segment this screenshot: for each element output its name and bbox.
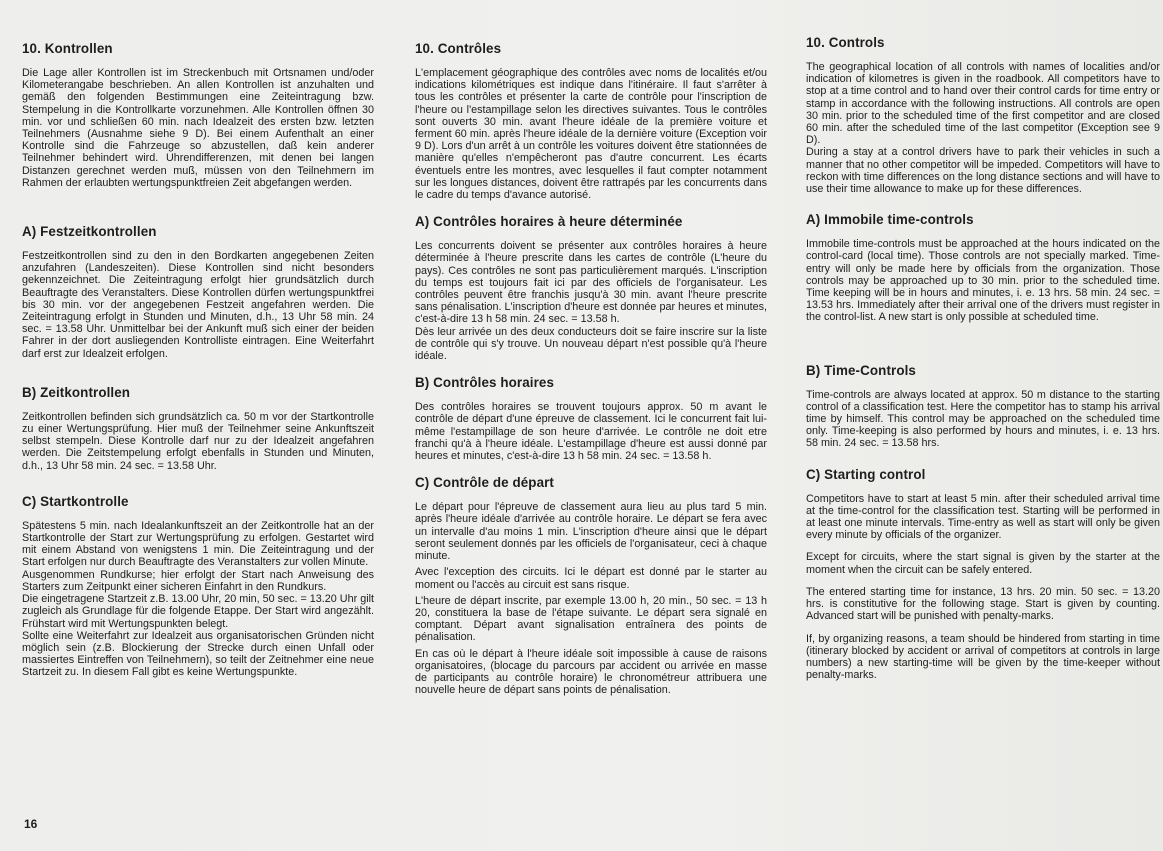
paragraph: Dès leur arrivée un des deux conducteurs doit se faire inscrire sur la liste de contrôle qui s'y trouve. Un nouveau départ n'est possible qu'à l'heure idéale. bbox=[415, 325, 767, 363]
section-a-fr bbox=[415, 213, 767, 362]
paragraph: If, by organizing reasons, a team should be hindered from starting in time (itinerary blocked by accident or arrival of competitors at controls in large numbers) a new starting-time will be given by the time-keeper without penalty-marks. bbox=[806, 632, 1160, 682]
paragraph: En cas où le départ à l'heure idéale soit impossible à cause de raisons organisatoires, (blocage du parcours par accident ou arrivée en masse de participants au contrôle horaire) le chronométreur attribuera une nouvelle heure de départ sans points de pénalisation. bbox=[415, 647, 767, 697]
paragraph: Spätestens 5 min. nach Idealankunftszeit an der Zeitkontrolle hat an der Startkontrolle der Start zur Wertungsprüfung zu erfolgen. Gestartet wird mit einem Abstand von wenigstens 1 min. Die Zeiteintragung und der Start erfolgen nur durch Beauftragte des Veranstalters zur vollen Minute. bbox=[22, 519, 374, 569]
heading-a-en: A) Immobile time-controls bbox=[806, 212, 974, 228]
section-kontrollen-en bbox=[806, 34, 1160, 195]
paragraph: The geographical location of all controls with names of localities and/or indication of kilometres is given in the roadbook. All competitors have to stop at a time control and to hand over their control cards for time entry or stamp in accordance with the following instructions. All controls are open 30 min. prior to the scheduled time of the first competitor and are closed 60 min. after the scheduled time of the last competitor (Exception see 9 D). bbox=[806, 61, 1160, 147]
column-french bbox=[415, 40, 767, 700]
paragraph: Competitors have to start at least 5 min. after their scheduled arrival time at the time-control for the classification test. Starting will be performed in at least one minute intervals. Time-entry as well as start will only be given every minute by officials of the organizer. bbox=[806, 492, 1160, 542]
heading-b-de: B) Zeitkontrollen bbox=[22, 384, 131, 400]
paragraph: Avec l'exception des circuits. Ici le départ est donné par le starter au moment ou l'accès au circuit est sans risque. bbox=[415, 566, 767, 591]
heading-c-en: C) Starting control bbox=[806, 466, 926, 482]
paragraph: Festzeitkontrollen sind zu den in den Bordkarten angegebenen Zeiten anzufahren (Landeszeiten). Diese Kontrollen sind nicht besonders gekennzeichnet. Die Zeiteintragung erfolgt hier grundsätzlich durch Beauftragte des Veranstalters. Diese Kontrollen dürfen wertungspunktfrei bis 30 min. vor der angegebenen Festzeit angefahren werden. Die Zeiteintragung erfolgt in Stunden und Minuten, d.h., 13 Uhr 58 min. 24 sec. = 13.58 Uhr. Unmittelbar bei der Ankunft muß sich einer der beiden Fahrer in der dort ausliegenden Kontrolliste eintragen. Eine Weiterfahrt darf erst zur Idealzeit erfolgen. bbox=[22, 250, 374, 360]
heading-b-fr: B) Contrôles horaires bbox=[415, 375, 555, 391]
paragraph: Zeitkontrollen befinden sich grundsätzlich ca. 50 m vor der Startkontrolle zu einer Wertungsprüfung. Hier muß der Teilnehmer seine Ankunftszeit selbst stempeln. Diese Kontrolle darf nur zu der Idealzeit angefahren werden. Die Zeitstempelung erfolgt ebenfalls in Stunden und Minuten, d.h., 13 Uhr 58 min. 24 sec. = 13.58 Uhr. bbox=[22, 410, 374, 472]
heading-kontrollen-fr: 10. Contrôles bbox=[415, 41, 502, 56]
column-german bbox=[22, 40, 374, 683]
paragraph: Les concurrents doivent se présenter aux contrôles horaires à heure déterminée à l'heure prescrite dans les cartes de contrôle (L'heure du pays). Ces contrôles ne sont pas particulièrement marqués. L'inscription du temps est toujours fait ici par des officiels de l'organisateur. Les contrôles peuvent être franchis jusqu'à 30 min. avant l'heure prescrite sans pénalisation. L'inscription d'heure est donnée par heures et minutes, c'est-à-dire 13 h 58 min. 24 sec. = 13.58 h. bbox=[415, 240, 767, 326]
section-a-de bbox=[22, 223, 374, 360]
heading-b-en: B) Time-Controls bbox=[806, 362, 916, 378]
paragraph: L'heure de départ inscrite, par exemple 13.00 h, 20 min., 50 sec. = 13 h 20, constituera la base de l'étape suivante. Le départ sera signalé en comptant. Départ avant signalisation entraînera des points de pénalisation. bbox=[415, 594, 767, 644]
section-c-en bbox=[806, 466, 1160, 682]
section-kontrollen-de bbox=[22, 40, 374, 189]
paragraph: L'emplacement géographique des contrôles avec noms de localités et/ou indications kilométriques est indique dans l'itinéraire. Il faut s'arrêter à tous les contrôles et présenter la carte de contrôle pour l'inscription de l'heure ou l'estampillage selon les directives suivantes. Tous le contrôles sont ouverts 30 min. avant l'heure idéale de la première voiture et ferment 60 min. après l'heure idéale de la dernière voiture (Exception voir 9 D). Lors d'un arrêt à un contrôle les voitures doivent être stationnées de manière qu'elles n'empêcheront pas d'autre concurrent. Les écarts éventuels entre les montres, avec lesquelles il faut compter notamment sur les longues distances, doivent être rattrapés par les concurrents dans le cadre du temps d'avance autorisé. bbox=[415, 67, 767, 202]
paragraph: Le départ pour l'épreuve de classement aura lieu au plus tard 5 min. après l'heure idéale d'arrivée au contrôle horaire. Le départ se fera avec un intervalle d'au moins 1 min. L'inscription d'heure ainsi que le départ seront seulement donnés par les officiels de l'organisateur, ceci à chaque minute. bbox=[415, 501, 767, 563]
section-c-de bbox=[22, 493, 374, 679]
paragraph: Die Lage aller Kontrollen ist im Streckenbuch mit Ortsnamen und/oder Kilometerangabe beschrieben. An allen Kontrollen ist anzuhalten und gemäß den folgenden Bestimmungen eine Zeiteintragung bzw. Stempelung in die Kontrollkarte vorzunehmen. Alle Kontrollen öffnen 30 min. vor und schließen 60 min. nach Idealzeit des ersten bzw. letzten Teilnehmers (Ausnahme siehe 9 D). Bei einem Aufenthalt an einer Kontrolle sind die Fahrzeuge so abzustellen, daß kein anderer Teilnehmer behindert wird. Uhrendifferenzen, mit denen bei langen Distanzen gerechnet werden muß, müssen von den Teilnehmern im Rahmen der erlaubten wertungspunktfreien Zeit abgefangen werden. bbox=[22, 67, 374, 189]
column-english bbox=[806, 34, 1160, 685]
heading-kontrollen-de: 10. Kontrollen bbox=[22, 41, 113, 56]
section-b-en bbox=[806, 362, 1160, 450]
section-kontrollen-fr bbox=[415, 40, 767, 201]
heading-kontrollen-en: 10. Controls bbox=[806, 35, 885, 50]
paragraph: Sollte eine Weiterfahrt zur Idealzeit aus organisatorischen Gründen nicht möglich sein (z.B. Blockierung der Strecke durch einen Unfall oder massiertes Eintreffen von Teilnehmern), so teilt der Zeitnehmer eine neue Startzeit zu. In diesem Fall gibt es keine Wertungspunkte. bbox=[22, 629, 374, 679]
heading-a-fr: A) Contrôles horaires à heure déterminée bbox=[415, 214, 683, 230]
paragraph: Time-controls are always located at approx. 50 m distance to the starting control of a classification test. Here the competitor has to stamp his arrival time by himself. This control may be approached on the scheduled time only. Time-keeping is also performed by hours and minutes, i. e. 13 hrs. 58 min. 24 sec. = 13.58 hrs. bbox=[806, 388, 1160, 450]
section-a-en bbox=[806, 211, 1160, 323]
paragraph: Except for circuits, where the start signal is given by the starter at the moment when the circuit can be safely entered. bbox=[806, 551, 1160, 576]
heading-a-de: A) Festzeitkontrollen bbox=[22, 224, 157, 240]
heading-c-de: C) Startkontrolle bbox=[22, 493, 129, 509]
heading-c-fr: C) Contrôle de départ bbox=[415, 475, 554, 491]
paragraph: Immobile time-controls must be approached at the hours indicated on the control-card (local time). Those controls are not specially marked. Time-entry will only be made here by officials from the organization. Those controls may be approached up to 30 min. prior to the scheduled time. Time keeping will be in hours and minutes, i. e. 13 hrs. 58 min. 24 sec. = 13.53 hrs. Immediately after their arrival one of the drivers must register in the control-list. A new start is only possible at scheduled time. bbox=[806, 238, 1160, 324]
paragraph: Des contrôles horaires se trouvent toujours approx. 50 m avant le contrôle de départ d'une épreuve de classement. Ici le concurrent fait lui-même l'estampillage de son heure d'arrivée. Le contrôle ne doit etre franchi qu'à à l'heure idéale. L'estampillage d'heure est aussi donné par heures et minutes, c'est-à-dire 13 h 58 min. 24 sec. = 13.58 h. bbox=[415, 401, 767, 463]
section-c-fr bbox=[415, 474, 767, 696]
page-number: 16 bbox=[24, 817, 38, 831]
paragraph: The entered starting time for instance, 13 hrs. 20 min. 50 sec. = 13.20 hrs. is constitutive for the following stage. Start is given by counting. Advanced start will be punished with penalty-marks. bbox=[806, 585, 1160, 623]
paragraph: During a stay at a control drivers have to park their vehicles in such a manner that no other competitor will be impeded. Competitors will have to reckon with time differences on the long distance sections and will have to use their time allowance to make up for these differences. bbox=[806, 146, 1160, 196]
paragraph: Ausgenommen Rundkurse; hier erfolgt der Start nach Anweisung des Starters zum Zeitpunkt einer sicheren Einfahrt in den Rundkurs. bbox=[22, 568, 374, 593]
section-b-de bbox=[22, 384, 374, 472]
paragraph: Die eingetragene Startzeit z.B. 13.00 Uhr, 20 min, 50 sec. = 13.20 Uhr gilt zugleich als Grundlage für die folgende Etappe. Der Start wird angezählt. Frühstart wird mit Wertungspunkten belegt. bbox=[22, 593, 374, 630]
section-b-fr bbox=[415, 374, 767, 462]
